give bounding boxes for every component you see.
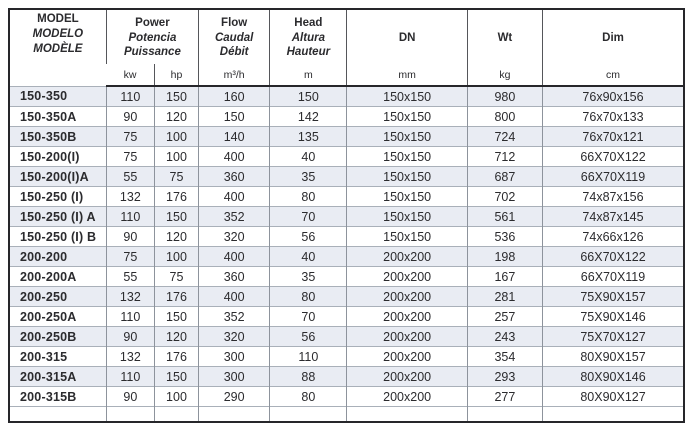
- cell-kw: [106, 407, 154, 423]
- table-row: [9, 207, 684, 227]
- cell-dim: 76x70x133: [543, 107, 684, 127]
- cell-hp: 75: [154, 267, 198, 287]
- column-header-power: [106, 9, 198, 64]
- cell-head: 142: [270, 107, 347, 127]
- column-header-dn: [347, 9, 467, 64]
- cell-dim: 80X90X146: [543, 367, 684, 387]
- cell-head: 56: [270, 327, 347, 347]
- table-row: [9, 86, 684, 107]
- cell-dim: 75X90X157: [543, 287, 684, 307]
- table-row: [9, 267, 684, 287]
- cell-hp: 100: [154, 247, 198, 267]
- cell-dim: 76x70x121: [543, 127, 684, 147]
- cell-kw: 90: [106, 327, 154, 347]
- cell-model: 200-200: [9, 247, 106, 267]
- cell-hp: 176: [154, 287, 198, 307]
- cell-head: [270, 407, 347, 423]
- cell-hp: 150: [154, 207, 198, 227]
- column-header-wt: [467, 9, 542, 64]
- cell-head: 110: [270, 347, 347, 367]
- unit-flow: m³/h: [199, 64, 270, 86]
- cell-model: 150-350B: [9, 127, 106, 147]
- cell-model: 150-200(I)A: [9, 167, 106, 187]
- cell-kw: 75: [106, 247, 154, 267]
- cell-flow: 290: [199, 387, 270, 407]
- cell-dn: 150x150: [347, 167, 467, 187]
- cell-flow: 352: [199, 207, 270, 227]
- column-header-head: [270, 9, 347, 64]
- cell-kw: 75: [106, 147, 154, 167]
- cell-kw: 110: [106, 307, 154, 327]
- cell-dn: 150x150: [347, 227, 467, 247]
- cell-dim: 66X70X122: [543, 147, 684, 167]
- cell-kw: 90: [106, 387, 154, 407]
- cell-dim: 74x87x156: [543, 187, 684, 207]
- cell-model: 150-350A: [9, 107, 106, 127]
- cell-hp: 176: [154, 347, 198, 367]
- table-row: [9, 107, 684, 127]
- cell-dn: 200x200: [347, 347, 467, 367]
- cell-model: 200-250A: [9, 307, 106, 327]
- cell-flow: 360: [199, 267, 270, 287]
- cell-flow: 150: [199, 107, 270, 127]
- cell-kw: 110: [106, 207, 154, 227]
- cell-wt: 800: [467, 107, 542, 127]
- cell-model: 150-250 (I): [9, 187, 106, 207]
- cell-kw: 110: [106, 86, 154, 107]
- header-head-fr: Hauteur: [286, 46, 331, 59]
- cell-flow: [199, 407, 270, 423]
- cell-model: 150-350: [9, 86, 106, 107]
- cell-head: 56: [270, 227, 347, 247]
- unit-kw: kw: [106, 64, 154, 86]
- cell-head: 88: [270, 367, 347, 387]
- cell-wt: 243: [467, 327, 542, 347]
- unit-head: m: [270, 64, 347, 86]
- header-head-en: Head: [294, 16, 323, 29]
- cell-dim: 76x90x156: [543, 86, 684, 107]
- cell-hp: 100: [154, 387, 198, 407]
- cell-wt: 724: [467, 127, 542, 147]
- cell-hp: 100: [154, 147, 198, 167]
- pump-spec-table-container: [8, 8, 685, 423]
- cell-hp: 120: [154, 327, 198, 347]
- table-row: [9, 127, 684, 147]
- header-label-row: [9, 9, 684, 64]
- cell-hp: 150: [154, 307, 198, 327]
- cell-wt: 980: [467, 86, 542, 107]
- cell-model: 200-250B: [9, 327, 106, 347]
- cell-flow: 360: [199, 167, 270, 187]
- cell-hp: 150: [154, 86, 198, 107]
- cell-hp: 120: [154, 107, 198, 127]
- cutoff-row: [9, 407, 684, 423]
- cell-dim: 75X70X127: [543, 327, 684, 347]
- cell-flow: 300: [199, 347, 270, 367]
- header-flow-fr: Débit: [219, 46, 249, 59]
- cell-dim: 80X90X157: [543, 347, 684, 367]
- cell-kw: 90: [106, 107, 154, 127]
- cell-head: 40: [270, 247, 347, 267]
- cell-dn: 150x150: [347, 207, 467, 227]
- table-row: [9, 167, 684, 187]
- table-body: [9, 86, 684, 407]
- table-row: [9, 387, 684, 407]
- cell-dim: 66X70X119: [543, 167, 684, 187]
- cell-kw: 110: [106, 367, 154, 387]
- cell-dn: 200x200: [347, 247, 467, 267]
- cell-model: 200-200A: [9, 267, 106, 287]
- table-row: [9, 327, 684, 347]
- header-flow-en: Flow: [221, 16, 248, 29]
- table-row: [9, 187, 684, 207]
- cell-model: 150-200(I): [9, 147, 106, 167]
- table-row: [9, 247, 684, 267]
- cell-kw: 132: [106, 287, 154, 307]
- column-header-dim: [543, 9, 684, 64]
- cell-dn: 200x200: [347, 327, 467, 347]
- cell-hp: [154, 407, 198, 423]
- cell-flow: 140: [199, 127, 270, 147]
- cell-head: 150: [270, 86, 347, 107]
- cell-flow: 320: [199, 327, 270, 347]
- cell-dn: 150x150: [347, 187, 467, 207]
- table-row: [9, 287, 684, 307]
- header-model-fr: MODÈLE: [33, 42, 83, 55]
- unit-wt: kg: [467, 64, 542, 86]
- table-row: [9, 227, 684, 247]
- cell-dn: 200x200: [347, 287, 467, 307]
- cell-dn: 150x150: [347, 107, 467, 127]
- column-header-model: [9, 9, 106, 86]
- cell-wt: 687: [467, 167, 542, 187]
- table-row: [9, 347, 684, 367]
- header-dim-label: Dim: [602, 31, 624, 44]
- cell-dim: 75X90X146: [543, 307, 684, 327]
- cell-model: 200-315: [9, 347, 106, 367]
- table-row: [9, 367, 684, 387]
- cell-wt: [467, 407, 542, 423]
- cell-hp: 75: [154, 167, 198, 187]
- cell-wt: 198: [467, 247, 542, 267]
- cell-dim: 80X90X127: [543, 387, 684, 407]
- cell-hp: 100: [154, 127, 198, 147]
- cell-model: 200-315A: [9, 367, 106, 387]
- cell-head: 70: [270, 207, 347, 227]
- cell-dim: 66X70X119: [543, 267, 684, 287]
- cell-hp: 150: [154, 367, 198, 387]
- table-row: [9, 307, 684, 327]
- cell-model: 200-315B: [9, 387, 106, 407]
- cell-kw: 55: [106, 167, 154, 187]
- header-wt-label: Wt: [497, 31, 513, 44]
- header-model-en: MODEL: [37, 13, 79, 25]
- cell-wt: 281: [467, 287, 542, 307]
- cell-kw: 132: [106, 347, 154, 367]
- cell-model: 150-250 (I) A: [9, 207, 106, 227]
- cell-dim: 74x87x145: [543, 207, 684, 227]
- cell-kw: 55: [106, 267, 154, 287]
- cell-model: 200-250: [9, 287, 106, 307]
- header-power-es: Potencia: [128, 31, 177, 44]
- cell-dn: 150x150: [347, 86, 467, 107]
- header-power-fr: Puissance: [123, 46, 181, 59]
- cell-hp: 176: [154, 187, 198, 207]
- table-row: [9, 147, 684, 167]
- cell-dn: 200x200: [347, 267, 467, 287]
- cell-wt: 712: [467, 147, 542, 167]
- cell-flow: 352: [199, 307, 270, 327]
- cell-wt: 293: [467, 367, 542, 387]
- table-header: [9, 9, 684, 86]
- cell-kw: 132: [106, 187, 154, 207]
- cell-head: 80: [270, 187, 347, 207]
- cell-kw: 75: [106, 127, 154, 147]
- cell-wt: 277: [467, 387, 542, 407]
- cell-flow: 400: [199, 187, 270, 207]
- cell-head: 35: [270, 267, 347, 287]
- cell-wt: 536: [467, 227, 542, 247]
- cell-model: [9, 407, 106, 423]
- cell-flow: 160: [199, 86, 270, 107]
- cell-flow: 320: [199, 227, 270, 247]
- cell-flow: 400: [199, 147, 270, 167]
- header-flow-es: Caudal: [214, 31, 254, 44]
- cell-head: 70: [270, 307, 347, 327]
- header-model-es: MODELO: [32, 27, 84, 40]
- cell-wt: 561: [467, 207, 542, 227]
- header-dn-label: DN: [398, 31, 416, 44]
- column-header-flow: [199, 9, 270, 64]
- cell-dim: 66X70X122: [543, 247, 684, 267]
- cell-wt: 257: [467, 307, 542, 327]
- cell-head: 35: [270, 167, 347, 187]
- cell-head: 80: [270, 287, 347, 307]
- cell-wt: 702: [467, 187, 542, 207]
- cell-dim: [543, 407, 684, 423]
- cell-head: 80: [270, 387, 347, 407]
- header-units-row: [9, 64, 684, 86]
- pump-spec-table: [8, 8, 685, 423]
- unit-dn: mm: [347, 64, 467, 86]
- cell-flow: 400: [199, 247, 270, 267]
- cell-dn: 200x200: [347, 367, 467, 387]
- cell-head: 40: [270, 147, 347, 167]
- cell-flow: 300: [199, 367, 270, 387]
- cell-dim: 74x66x126: [543, 227, 684, 247]
- cell-head: 135: [270, 127, 347, 147]
- cell-kw: 90: [106, 227, 154, 247]
- table-body-cutoff: [9, 407, 684, 423]
- header-head-es: Altura: [291, 31, 325, 44]
- unit-dim: cm: [543, 64, 684, 86]
- unit-hp: hp: [154, 64, 198, 86]
- cell-flow: 400: [199, 287, 270, 307]
- cell-dn: 200x200: [347, 387, 467, 407]
- cell-dn: [347, 407, 467, 423]
- cell-dn: 200x200: [347, 307, 467, 327]
- cell-wt: 167: [467, 267, 542, 287]
- header-power-en: Power: [135, 16, 170, 29]
- cell-wt: 354: [467, 347, 542, 367]
- cell-model: 150-250 (I) B: [9, 227, 106, 247]
- cell-dn: 150x150: [347, 147, 467, 167]
- cell-dn: 150x150: [347, 127, 467, 147]
- cell-hp: 120: [154, 227, 198, 247]
